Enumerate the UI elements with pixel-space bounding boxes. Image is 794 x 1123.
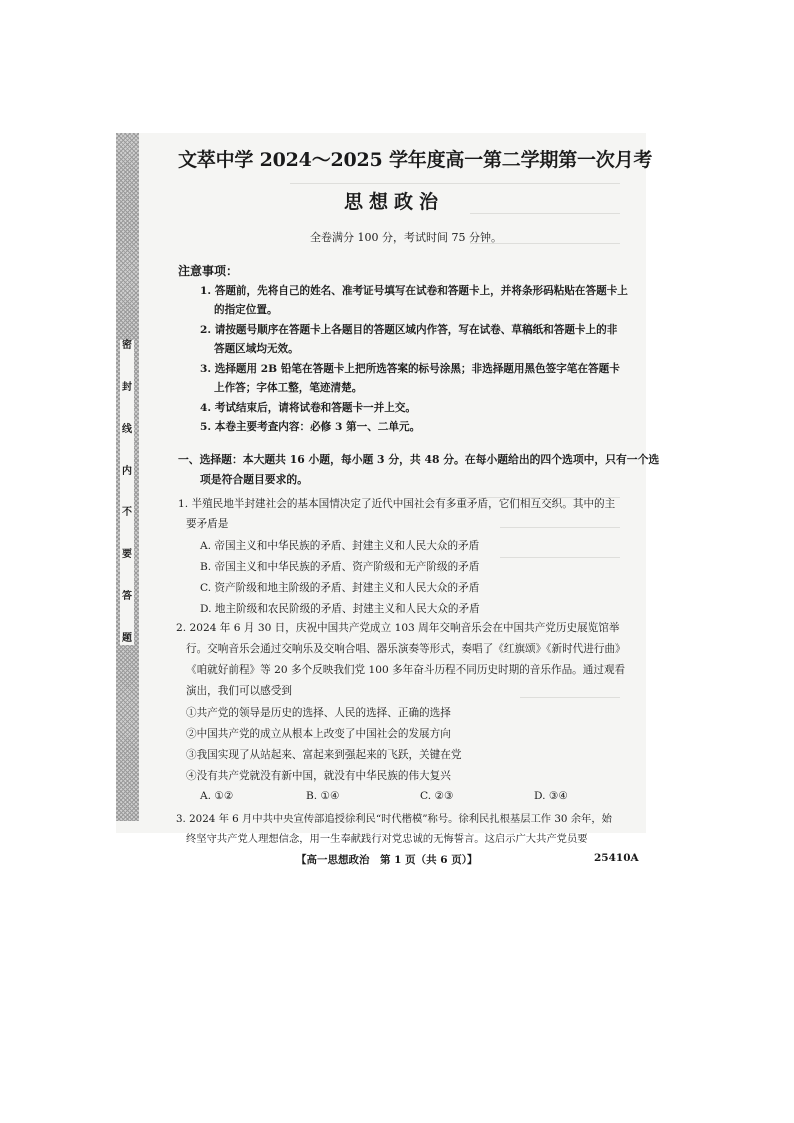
subject-title: 思想政治 [344, 191, 445, 213]
question-2-choice-a: A. ①② [200, 790, 234, 802]
question-2-choice-d: D. ③④ [534, 790, 568, 802]
note-2: 2. 请按题号顺序在答题卡上各题目的答题区域内作答，写在试卷、草稿纸和答题卡上的非 [200, 324, 618, 336]
question-2-item-2: ②中国共产党的成立从根本上改变了中国社会的发展方向 [186, 728, 451, 740]
question-2-stem: 2. 2024 年 6 月 30 日，庆祝中国共产党成立 103 周年交响音乐会在中国共产党历史展览馆举 [176, 622, 620, 634]
note-5: 5. 本卷主要考查内容：必修 3 第一、二单元。 [200, 421, 421, 433]
binding-char: 线 [122, 423, 132, 435]
binding-char: 答 [122, 591, 132, 603]
note-1: 1. 答题前，先将自己的姓名、准考证号填写在试卷和答题卡上，并将条形码粘贴在答题卡上 [200, 285, 628, 297]
question-1-option-d: D. 地主阶级和农民阶级的矛盾、封建主义和人民大众的矛盾 [200, 603, 480, 615]
binding-char: 密 [122, 340, 132, 351]
note-3-cont: 上作答；字体工整，笔迹清楚。 [214, 382, 363, 394]
question-2-choice-b: B. ①④ [306, 790, 340, 802]
notes-heading: 注意事项： [178, 264, 239, 278]
question-1-option-a: A. 帝国主义和中华民族的矛盾、封建主义和人民大众的矛盾 [200, 540, 480, 552]
note-1-cont: 的指定位置。 [214, 304, 278, 316]
binding-char: 要 [122, 549, 132, 561]
question-2-item-1: ①共产党的领导是历史的选择、人民的选择、正确的选择 [186, 707, 451, 719]
binding-char: 题 [122, 632, 132, 644]
question-1-stem-cont: 要矛盾是 [186, 518, 229, 530]
page-footer: 【高一思想政治 第 1 页（共 6 页）】 [296, 854, 478, 866]
exam-title: 文萃中学 2024～2025 学年度高一第二学期第一次月考 [178, 149, 653, 171]
note-3: 3. 选择题用 2B 铅笔在答题卡上把所选答案的标号涂黑；非选择题用黑色签字笔在答题卡 [200, 363, 620, 375]
question-3-stem-cont: 终坚守共产党人理想信念，用一生奉献践行对党忠诚的无悔誓言。这启示广大共产党员要 [186, 833, 588, 845]
question-2-choice-c: C. ②③ [420, 790, 454, 802]
binding-char: 封 [122, 381, 132, 393]
note-2-cont: 答题区域均无效。 [214, 343, 299, 355]
question-2-stem-cont: 行。交响音乐会通过交响乐及交响合唱、器乐演奏等形式，奏唱了《红旗颂》《新时代进行曲》 [186, 643, 626, 655]
score-time-note: 全卷满分 100 分，考试时间 75 分钟。 [310, 231, 502, 244]
section-heading: 一、选择题：本大题共 16 小题，每小题 3 分，共 48 分。在每小题给出的四个选项中，只有一个选 [178, 453, 660, 466]
binding-warning [120, 340, 134, 645]
note-4: 4. 考试结束后，请将试卷和答题卡一并上交。 [200, 402, 417, 414]
question-1-stem: 1. 半殖民地半封建社会的基本国情决定了近代中国社会有多重矛盾，它们相互交织。其中的主 [178, 498, 616, 510]
question-2-item-3: ③我国实现了从站起来、富起来到强起来的飞跃，关键在党 [186, 749, 462, 761]
binding-char: 不 [122, 507, 132, 519]
question-2-stem-cont: 《咱就好前程》等 20 多个反映我们党 100 多年奋斗历程不同历史时期的音乐作品。通过观看 [186, 664, 626, 676]
question-1-option-b: B. 帝国主义和中华民族的矛盾、资产阶级和无产阶级的矛盾 [200, 561, 480, 573]
binding-char: 内 [122, 465, 132, 477]
question-2-stem-cont: 演出，我们可以感受到 [186, 685, 292, 697]
paper-code: 25410A [594, 852, 639, 864]
question-3-stem: 3. 2024 年 6 月中共中央宣传部追授徐利民“时代楷模”称号。徐利民扎根基层工作 30 余年，始 [176, 813, 612, 825]
question-2-item-4: ④没有共产党就没有新中国，就没有中华民族的伟大复兴 [186, 770, 451, 782]
question-1-option-c: C. 资产阶级和地主阶级的矛盾、封建主义和人民大众的矛盾 [200, 582, 480, 594]
section-heading-cont: 项是符合题目要求的。 [200, 473, 308, 486]
